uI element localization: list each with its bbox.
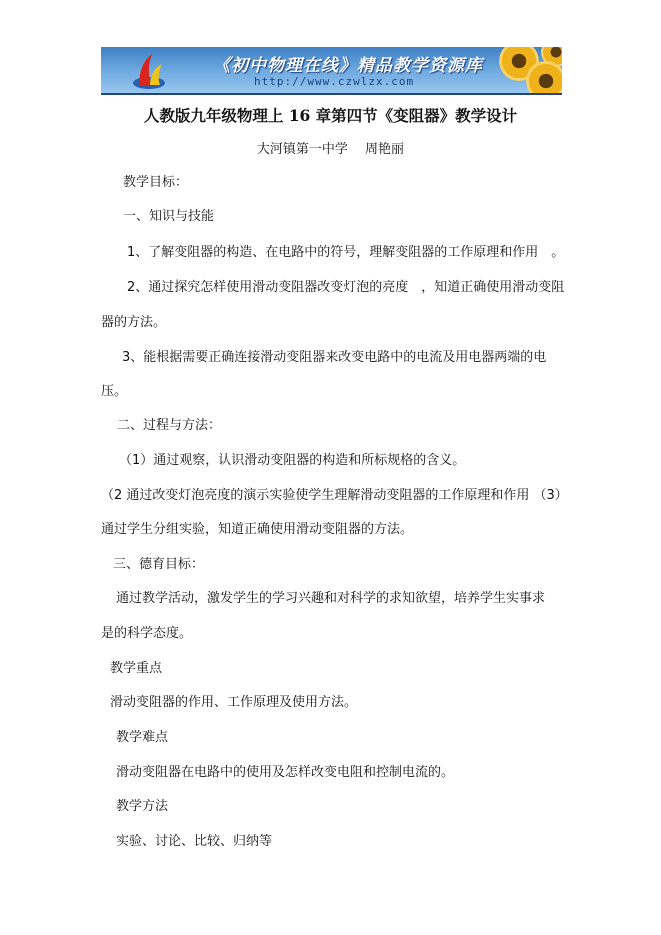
paragraph-line: 1、了解变阻器的构造、在电路中的符号，理解变阻器的工作原理和作用 。	[127, 245, 565, 260]
document-title: 人教版九年级物理上 16 章第四节《变阻器》教学设计	[143, 106, 518, 125]
paragraph-line: 滑动变阻器在电路中的使用及怎样改变电阻和控制电流的。	[116, 765, 455, 780]
banner-title: 《初中物理在线》精品教学资源库	[213, 56, 483, 76]
paragraph-line: （1）通过观察，认识滑动变阻器的构造和所标规格的含义。	[119, 453, 466, 468]
paragraph-line: 滑动变阻器的作用、工作原理及使用方法。	[110, 695, 358, 710]
sunflower-decoration	[526, 61, 562, 95]
paragraph-line: 通过教学活动，激发学生的学习兴趣和对科学的求知欲望，培养学生实事求	[116, 591, 546, 606]
banner-divider	[101, 93, 562, 95]
site-banner	[101, 47, 562, 95]
paragraph-line: 通过学生分组实验，知道正确使用滑动变阻器的方法。	[101, 522, 414, 537]
paragraph-line: （2 通过改变灯泡亮度的演示实验使学生理解滑动变阻器的工作原理和作用 （3）	[101, 488, 568, 503]
section-heading-moral: 三、德育目标：	[113, 557, 205, 572]
section-heading-difficulties: 教学难点	[116, 730, 169, 745]
banner-url: http://www.czwlzx.com	[254, 75, 415, 88]
paragraph-line: 器的方法。	[101, 315, 167, 330]
section-heading-objectives: 教学目标：	[123, 175, 189, 190]
paragraph-line: 2、通过探究怎样使用滑动变阻器改变灯泡的亮度 ，知道正确使用滑动变阻	[127, 280, 565, 295]
paragraph-line: 是的科学态度。	[101, 626, 193, 641]
section-heading-methods: 教学方法	[116, 799, 169, 814]
paragraph-line: 3、能根据需要正确连接滑动变阻器来改变电路中的电流及用电器两端的电	[122, 350, 547, 365]
section-heading-key-points: 教学重点	[110, 661, 163, 676]
section-heading-process: 二、过程与方法：	[117, 418, 222, 433]
site-logo-icon	[132, 52, 166, 90]
section-heading-knowledge: 一、知识与技能	[123, 209, 215, 224]
paragraph-line: 压。	[101, 384, 128, 399]
document-author: 大河镇第一中学 周艳丽	[256, 142, 405, 157]
paragraph-line: 实验、讨论、比较、归纳等	[116, 834, 273, 849]
